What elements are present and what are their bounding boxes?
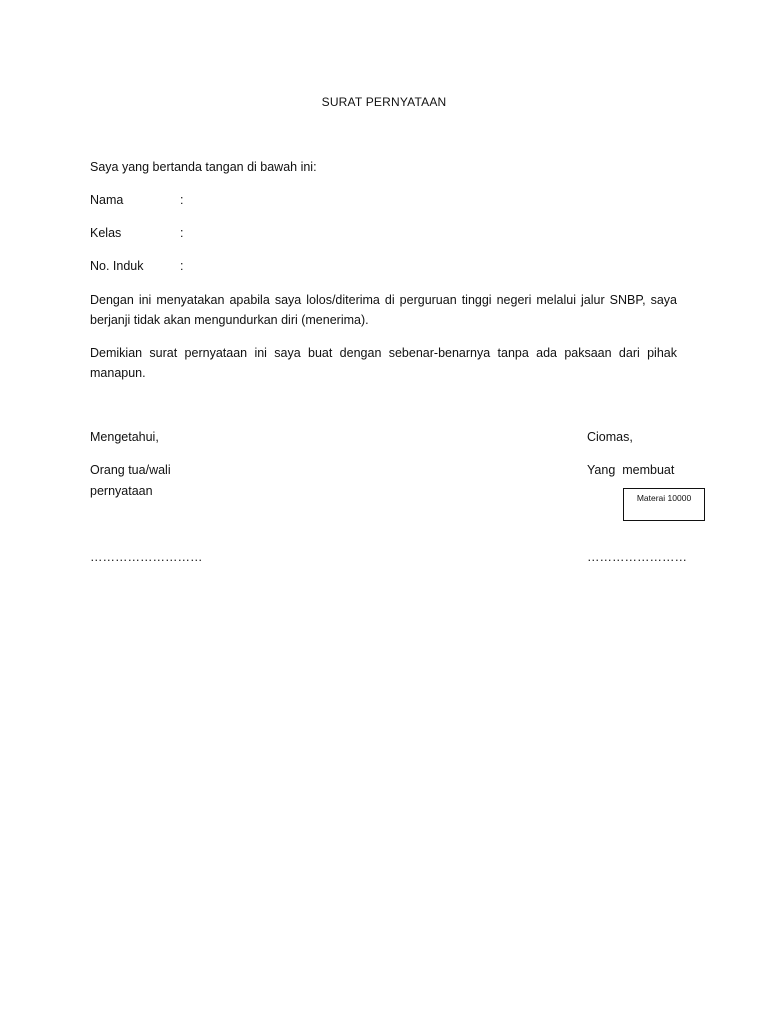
intro-text: Saya yang bertanda tangan di bawah ini:: [90, 160, 317, 174]
statement-paragraph: Dengan ini menyatakan apabila saya lolos/diterima di perguruan tinggi negeri melalui jalur SNBP, saya berjanji tidak akan mengundurkan diri (menerima).: [90, 293, 677, 327]
field-colon-kelas: :: [180, 226, 184, 240]
document-title: SURAT PERNYATAAN: [321, 95, 447, 109]
closing-paragraph: Demikian surat pernyataan ini saya buat dengan sebenar-benarnya tanpa ada paksaan dari pihak manapun.: [90, 346, 677, 380]
left-sign-heading: Mengetahui,: [90, 430, 159, 444]
field-colon-no-induk: :: [180, 259, 184, 273]
right-sign-role: Yang membuat: [587, 463, 675, 477]
field-label-kelas: Kelas: [90, 226, 122, 240]
right-signature-line: ……………………: [587, 550, 687, 564]
stamp-box: [623, 488, 705, 521]
field-colon-nama: :: [180, 193, 184, 207]
field-label-no-induk: No. Induk: [90, 259, 144, 273]
left-sign-role-line1: Orang tua/wali: [90, 463, 171, 477]
stamp-label: Materai 10000: [636, 493, 692, 503]
right-sign-place: Ciomas,: [587, 430, 633, 444]
left-signature-line: ………………………: [90, 550, 203, 564]
left-sign-role-line2: pernyataan: [90, 484, 153, 498]
field-label-nama: Nama: [90, 193, 124, 207]
